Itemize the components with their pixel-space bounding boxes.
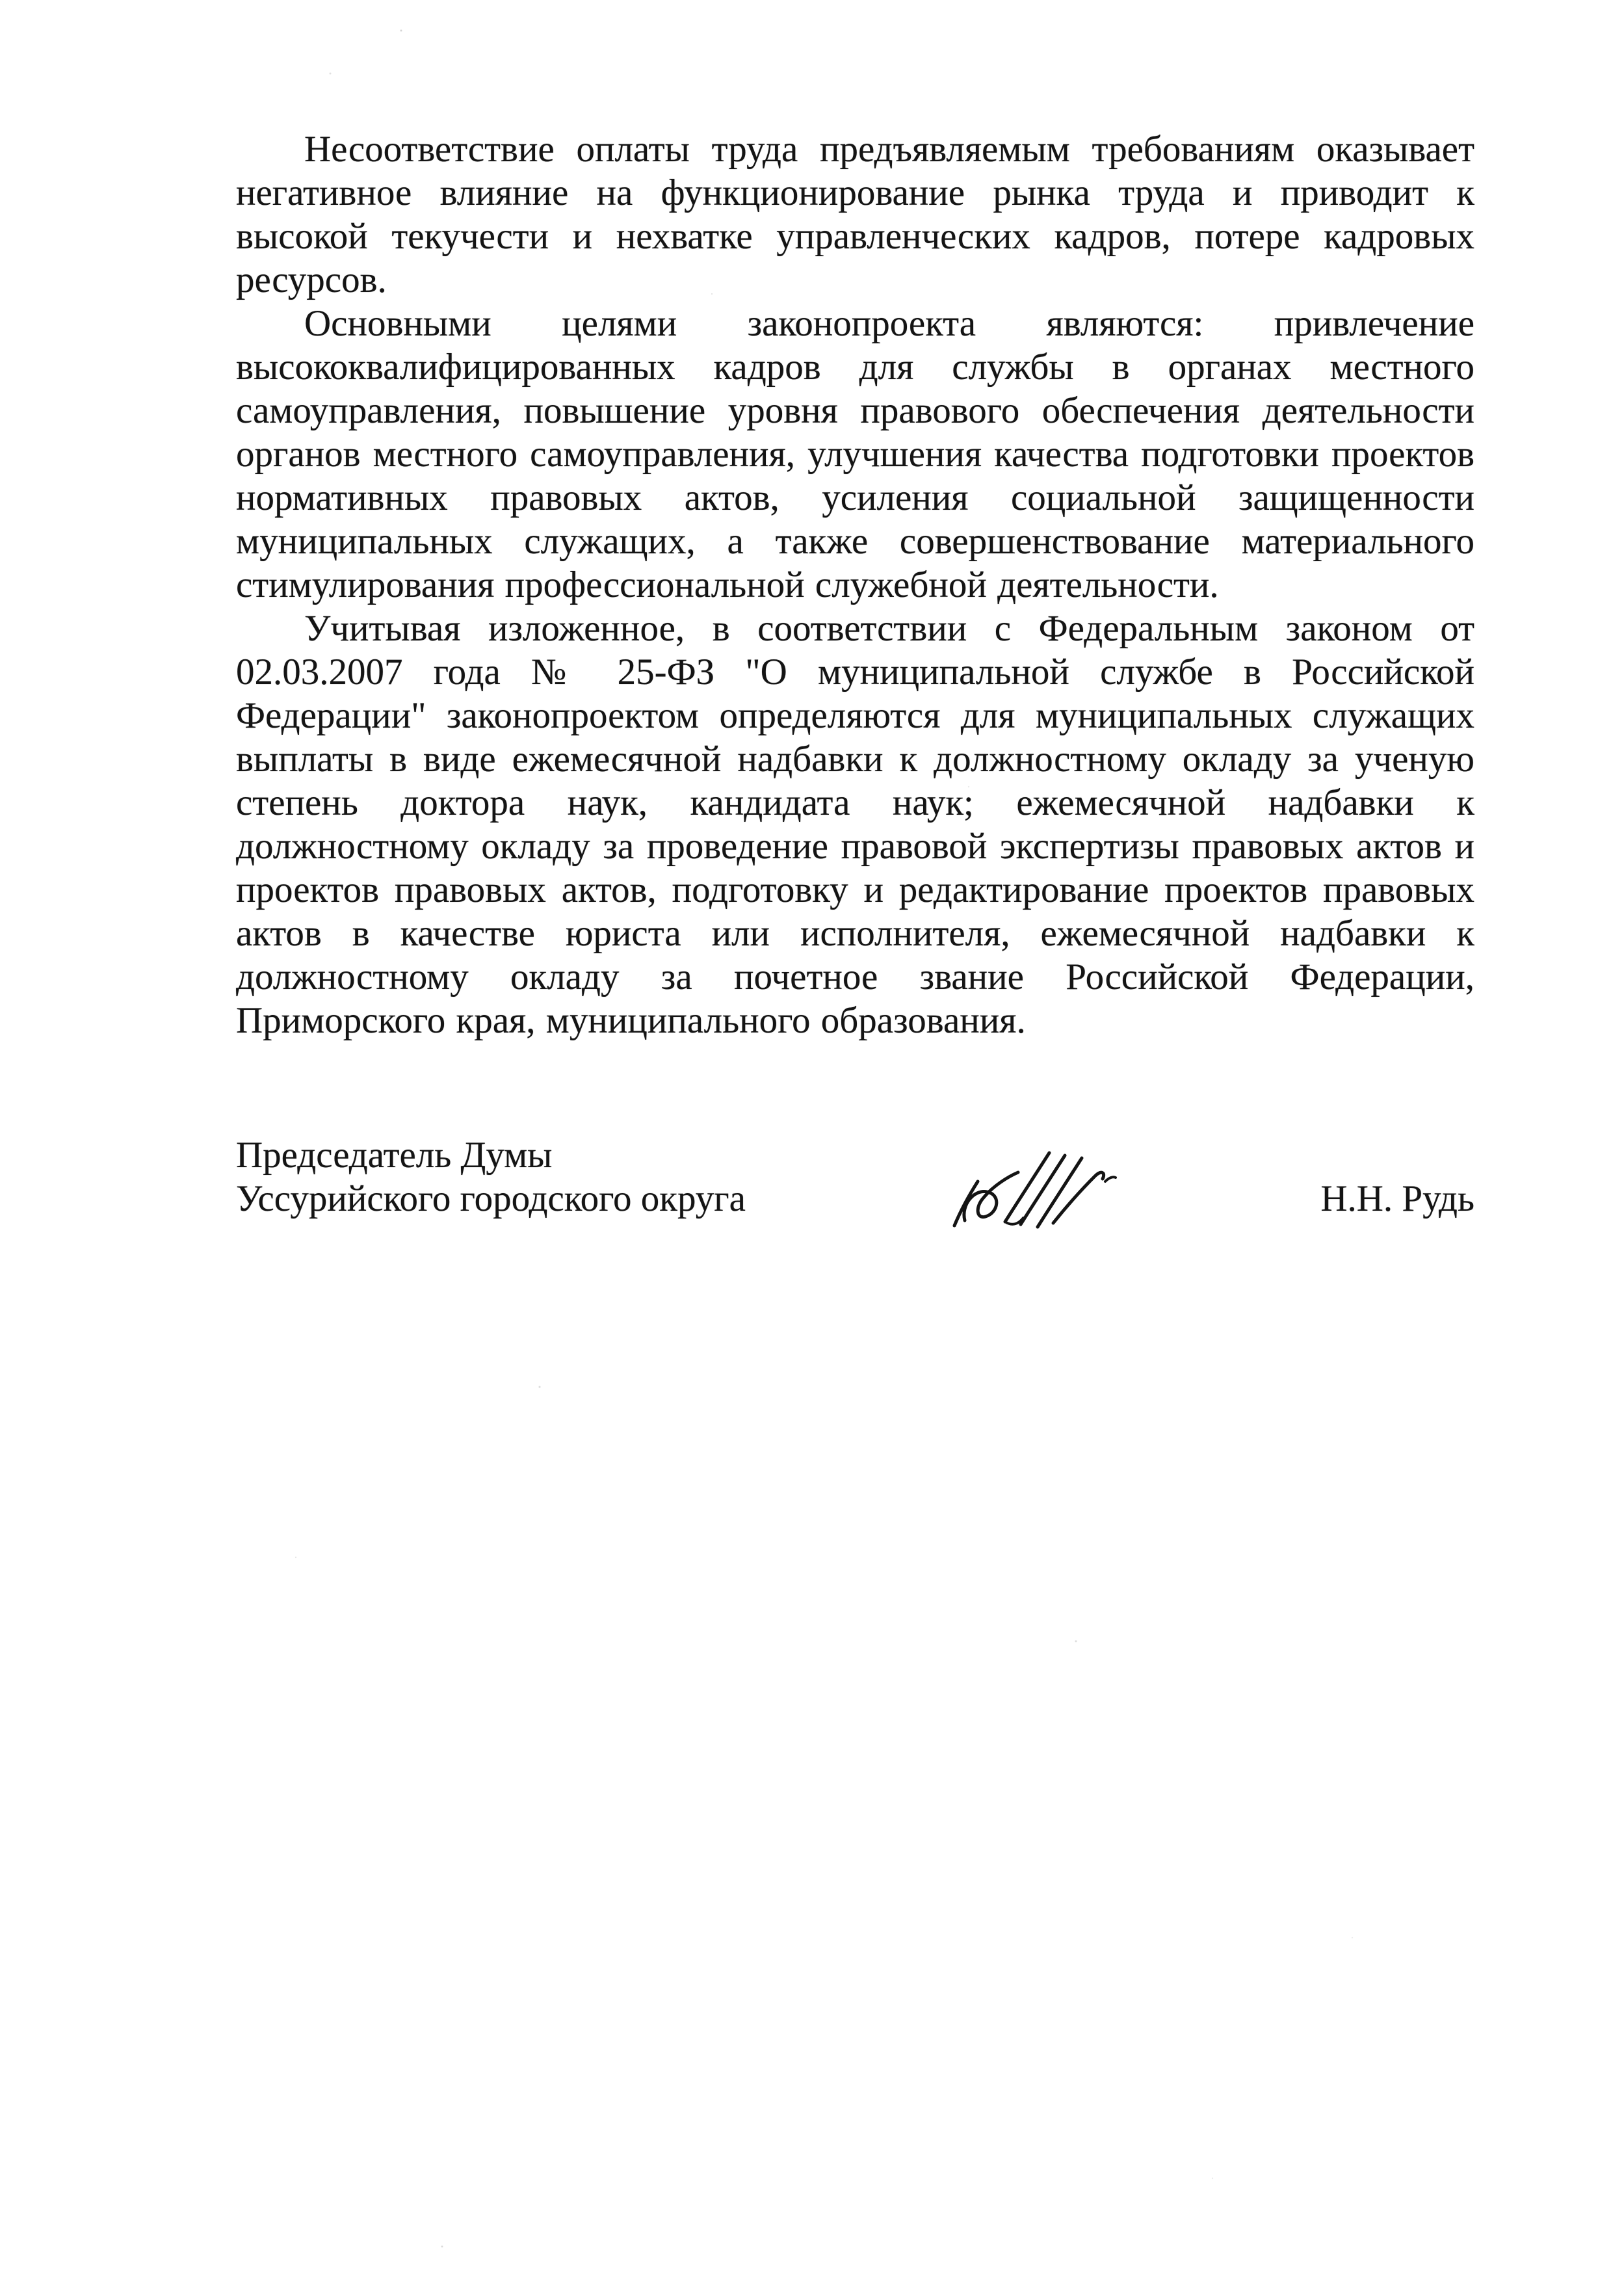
signer-position-line2: Уссурийского городского округа [236, 1178, 746, 1219]
signer-position-line1: Председатель Думы [236, 1135, 553, 1176]
signature-block [236, 1133, 1474, 1220]
document-body [236, 127, 1474, 1220]
paragraph-bill-goals: Основными целями законопроекта являются: привлечение высококвалифицированных кадров для службы в органах местного самоуправления, повышение уровня правового обеспечения деятельности органов местного самоуправления, улучшения качества подготовки проектов нормативных правовых актов, усиления социальной защищенности муниципальных служащих, а также совершенствование материального стимулирования профессиональной служебной деятельности. [236, 303, 1474, 605]
signer-position [236, 1133, 746, 1220]
paragraph-wage-mismatch: Несоответствие оплаты труда предъявляемым требованиям оказывает негативное влияние на функционирование рынка труда и приводит к высокой текучести и нехватке управленческих кадров, потере кадровых ресурсов. [236, 129, 1474, 300]
handwritten-signature-icon [945, 1135, 1160, 1239]
signer-name: Н.Н. Рудь [1320, 1178, 1474, 1219]
signature-area [746, 1135, 1320, 1220]
paragraph-allowances: Учитывая изложенное, в соответствии с Федеральным законом от 02.03.2007 года № 25-ФЗ "О муниципальной службе в Российской Федерации" законопроектом определяются для муниципальных служащих выплаты в виде ежемесячной надбавки к должностному окладу за ученую степень доктора наук, кандидата наук; ежемесячной надбавки к должностному окладу за проведение правовой экспертизы правовых актов и проектов правовых актов, подготовку и редактирование проектов правовых актов в качестве юриста или исполнителя, ежемесячной надбавки к должностному окладу за почетное звание Российской Федерации, Приморского края, муниципального образования. [236, 608, 1474, 1041]
